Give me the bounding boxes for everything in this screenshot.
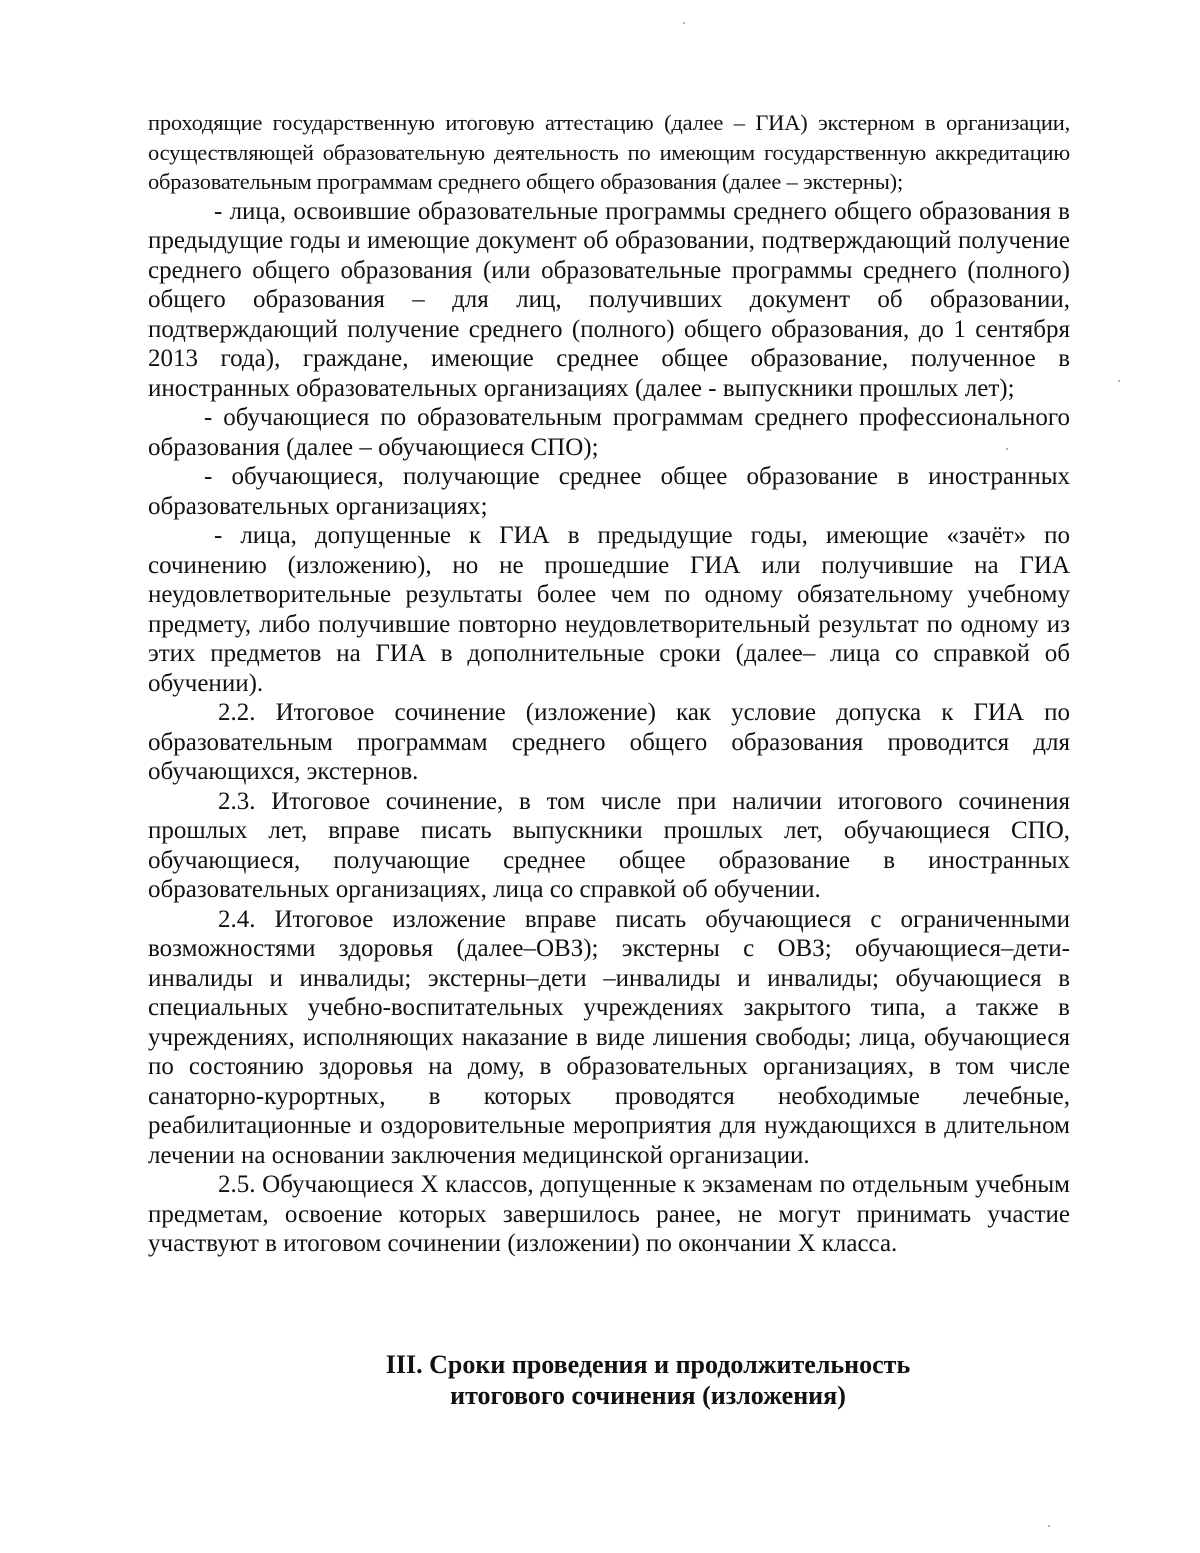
scan-speck <box>1006 448 1008 450</box>
document-body <box>148 108 1070 1259</box>
paragraph-certificate-holders: - лица, допущенные к ГИА в предыдущие годы, имеющие «зачёт» по сочинению (изложению), но не прошедшие ГИА или получившие на ГИА неудовлетворительные результаты более чем по одному обязательному учебному предмету, либо получившие повторно неудовлетворительный результат по одному из этих предметов на ГИА в дополнительные сроки (далее– лица со справкой об обучении). <box>148 522 1070 697</box>
paragraph-foreign-students: - обучающиеся, получающие среднее общее образование в иностранных образовательных организациях; <box>148 463 1070 520</box>
scan-speck <box>1118 380 1120 382</box>
paragraph-2-4: 2.4. Итоговое изложение вправе писать обучающиеся с ограниченными возможностями здоровья (далее–ОВЗ); экстерны с ОВЗ; обучающиеся–дети-инвалиды и инвалиды; экстерны–дети –инвалиды и инвалиды; обучающиеся в специальных учебно-воспитательных учреждениях закрытого типа, а также в учреждениях, исполняющих наказание в виде лишения свободы; лица, обучающиеся по состоянию здоровья на дому, в образовательных организациях, в том числе санаторно-курортных, в которых проводятся необходимые лечебные, реабилитационные и оздоровительные мероприятия для нуждающихся в длительном лечении на основании заключения медицинской организации. <box>148 905 1070 1169</box>
paragraph-past-graduates: - лица, освоившие образовательные программы среднего общего образования в предыдущие годы и имеющие документ об образовании, подтверждающий получение среднего общего образования (или образовательные программы среднего (полного) общего образования – для лиц, получивших документ об образовании, подтверждающий получение среднего (полного) общего образования, до 1 сентября 2013 года), граждане, имеющие среднее общее образование, полученное в иностранных образовательных организациях (далее - выпускники прошлых лет); <box>148 197 1070 402</box>
paragraph-2-2: 2.2. Итоговое сочинение (изложение) как условие допуска к ГИА по образовательным программам среднего общего образования проводится для обучающихся, экстернов. <box>148 699 1070 785</box>
scan-speck <box>683 22 685 24</box>
paragraph-spo-students: - обучающиеся по образовательным программам среднего профессионального образования (далее – обучающиеся СПО); <box>148 404 1070 461</box>
section-heading-line-1: III. Сроки проведения и продолжительность <box>385 1350 911 1379</box>
section-heading <box>148 1349 1148 1411</box>
section-heading-line-2: итогового сочинения (изложения) <box>450 1381 846 1410</box>
paragraph-2-5: 2.5. Обучающиеся X классов, допущенные к экзаменам по отдельным учебным предметам, освоение которых завершилось ранее, не могут принимать участие участвуют в итоговом сочинении (изложении) по окончании X класса. <box>148 1171 1070 1257</box>
paragraph-externs: проходящие государственную итоговую аттестацию (далее – ГИА) экстерном в организации, осуществляющей образовательную деятельность по имеющим государственную аккредитацию образовательным программам среднего общего образования (далее – экстерны); <box>148 110 1070 194</box>
paragraph-2-3: 2.3. Итоговое сочинение, в том числе при наличии итогового сочинения прошлых лет, вправе писать выпускники прошлых лет, обучающиеся СПО, обучающиеся, получающие среднее общее образование в иностранных образовательных организациях, лица со справкой об обучении. <box>148 787 1070 903</box>
scan-speck <box>1048 1525 1050 1527</box>
